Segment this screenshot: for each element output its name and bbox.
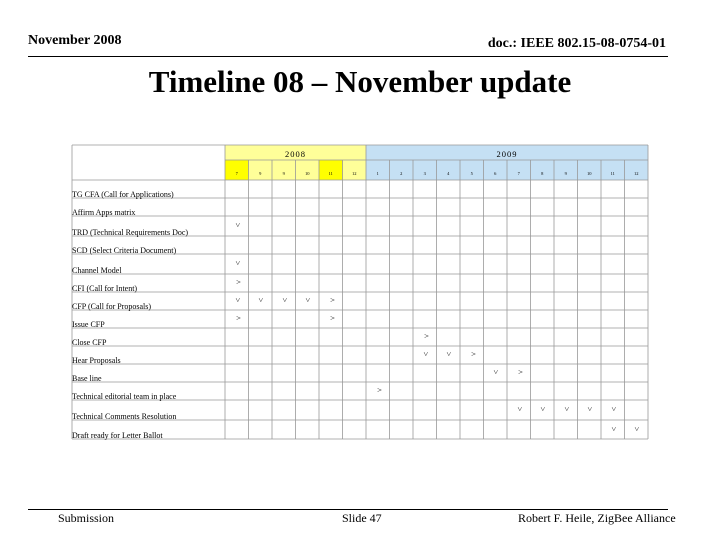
activity-marker: > [561,406,571,412]
month-label: 9 [564,171,567,176]
timeline-row-label: Issue CFP [72,320,105,329]
month-label: 7 [235,171,238,176]
footer-author: Robert F. Heile, ZigBee Alliance [518,511,676,525]
timeline-row-label: SCD (Select Criteria Document) [72,246,177,255]
milestone-marker: ^ [467,352,477,356]
header-date: November 2008 [28,33,122,48]
timeline-row-label: Channel Model [72,266,122,275]
month-label: 11 [610,171,615,176]
month-label: 4 [447,171,450,176]
page-title: Timeline 08 – November update [148,64,572,99]
current-month-highlight [225,160,249,180]
activity-marker: > [232,297,242,303]
milestone-marker: ^ [326,316,336,320]
activity-marker: > [279,297,289,303]
activity-marker: > [632,426,642,431]
month-label: 10 [587,171,592,176]
timeline-grid [72,145,648,427]
year-label: 2008 [285,149,306,159]
activity-marker: > [608,426,618,431]
footer-divider [28,509,668,510]
month-label: 10 [305,171,310,176]
month-label: 7 [517,171,520,176]
timeline-row-label: Technical editorial team in place [72,392,177,401]
month-label: 6 [494,171,497,176]
milestone-marker: ^ [326,298,336,302]
month-label: 8 [541,171,544,176]
month-label: 5 [470,171,473,176]
milestone-marker: ^ [232,280,242,284]
activity-marker: > [256,297,266,303]
activity-marker: > [420,351,430,357]
month-label: 3 [423,171,426,176]
month-label: 9 [282,171,285,176]
timeline-row-label: Close CFP [72,338,107,347]
milestone-marker: ^ [373,388,383,392]
activity-marker: > [538,406,548,412]
month-label: 12 [634,171,639,176]
month-label: 2 [400,171,403,176]
month-label: 1 [376,171,379,176]
month-label: 12 [352,171,357,176]
timeline-row-label: CFP (Call for Proposals) [72,302,152,311]
activity-marker: > [608,406,618,412]
activity-marker: > [232,222,242,228]
timeline-row-label: CFI (Call for Intent) [72,284,138,293]
timeline-row-label: Base line [72,374,102,383]
header-divider [28,56,668,57]
month-label: 11 [328,171,333,176]
timeline-grid-lines [72,145,648,427]
activity-marker: > [514,406,524,412]
milestone-marker: ^ [232,316,242,320]
activity-marker: > [585,406,595,412]
footer-submission: Submission [58,511,115,525]
milestone-marker: ^ [514,370,524,374]
timeline-row-label: Technical Comments Resolution [72,412,177,421]
milestone-marker: ^ [420,334,430,338]
activity-marker: > [232,260,242,266]
month-highlight-nov [319,160,343,180]
activity-marker: > [303,297,313,303]
year-label: 2009 [496,149,518,159]
timeline-row-label: Draft ready for Letter Ballot [72,431,163,440]
header-doc-id: doc.: IEEE 802.15-08-0754-01 [487,36,666,51]
timeline-row-label: Hear Proposals [72,356,121,365]
month-label: 9 [259,171,262,176]
timeline-row-label: TG CFA (Call for Applications) [72,190,174,199]
activity-marker: > [491,369,501,375]
timeline-row-label: Affirm Apps matrix [72,208,136,217]
activity-marker: > [444,351,454,357]
footer-slide-number: Slide 47 [342,511,382,525]
timeline-row-label: TRD (Technical Requirements Doc) [72,228,189,237]
